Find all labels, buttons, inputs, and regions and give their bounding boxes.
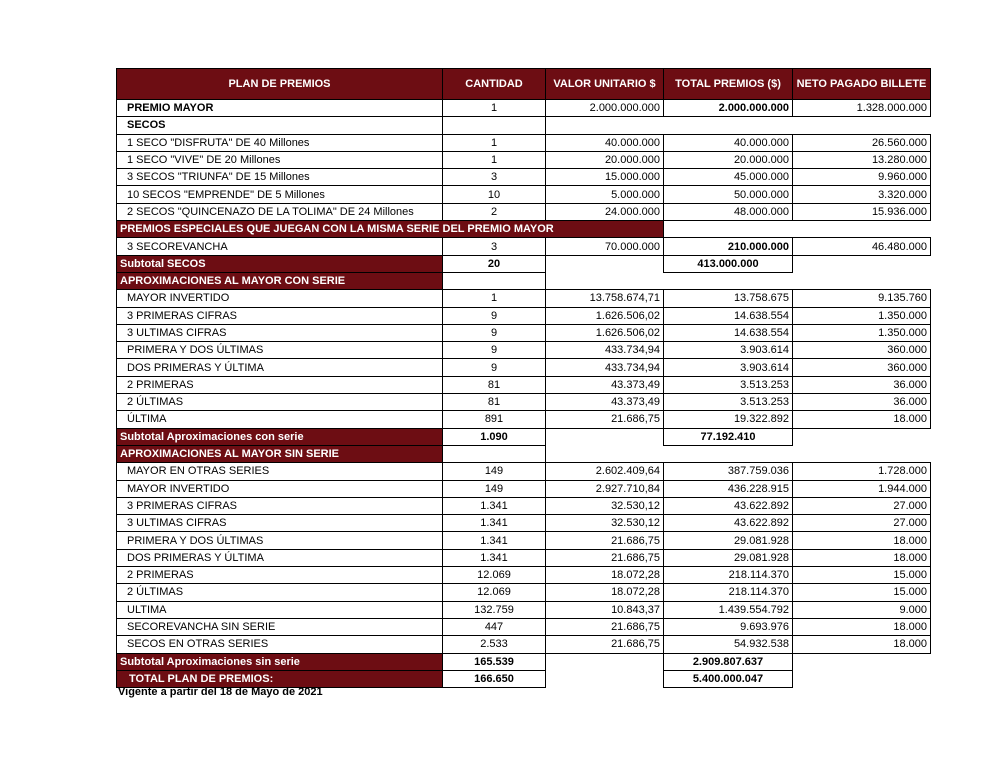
prize-label: 1 SECO "DISFRUTA" DE 40 Millones [117, 134, 443, 151]
section-title: SECOS [117, 117, 443, 134]
neto-pagado-cell: 18.000 [793, 636, 931, 653]
header-valor-unitario: VALOR UNITARIO $ [546, 69, 664, 100]
prize-label: ÚLTIMA [117, 411, 443, 428]
subtotal-label: Subtotal SECOS [117, 255, 443, 272]
subtotal-label: Subtotal Aproximaciones con serie [117, 428, 443, 445]
table-row [117, 134, 931, 151]
total-premios-cell: 48.000.000 [664, 203, 793, 220]
cantidad-cell: 891 [443, 411, 546, 428]
prize-label: SECOREVANCHA SIN SERIE [117, 618, 443, 635]
table-row [117, 342, 931, 359]
section-con-serie [117, 272, 931, 289]
table-row [117, 238, 931, 255]
cantidad-cell: 3 [443, 238, 546, 255]
subtotal-label: Subtotal Aproximaciones sin serie [117, 653, 443, 670]
total-premios-cell: 14.638.554 [664, 307, 793, 324]
subtotal-con-serie-row [117, 428, 931, 445]
section-title: APROXIMACIONES AL MAYOR CON SERIE [117, 272, 443, 289]
valor-unitario-cell: 2.927.710,84 [546, 480, 664, 497]
valor-unitario-cell: 21.686,75 [546, 636, 664, 653]
neto-pagado-cell: 18.000 [793, 618, 931, 635]
table-row [117, 584, 931, 601]
empty-cell [443, 272, 546, 289]
header-cantidad: CANTIDAD [443, 69, 546, 100]
prize-label: 3 SECOS "TRIUNFA" DE 15 Millones [117, 169, 443, 186]
section-title: APROXIMACIONES AL MAYOR SIN SERIE [117, 445, 443, 462]
empty-cell [546, 255, 664, 272]
prize-label: PRIMERA Y DOS ÚLTIMAS [117, 532, 443, 549]
prize-label: 2 PRIMERAS [117, 376, 443, 393]
valor-unitario-cell: 433.734,94 [546, 359, 664, 376]
total-premios-cell: 50.000.000 [664, 186, 793, 203]
cantidad-cell: 1 [443, 100, 546, 117]
header-total-premios: TOTAL PREMIOS ($) [664, 69, 793, 100]
prize-label: MAYOR EN OTRAS SERIES [117, 463, 443, 480]
neto-pagado-cell: 15.000 [793, 567, 931, 584]
empty-cell [443, 445, 546, 462]
prize-label: SECOS EN OTRAS SERIES [117, 636, 443, 653]
valor-unitario-cell: 32.530,12 [546, 497, 664, 514]
empty-cell [793, 117, 931, 134]
cantidad-cell: 1.341 [443, 532, 546, 549]
subtotal-sin-serie-row [117, 653, 931, 670]
neto-pagado-cell: 15.000 [793, 584, 931, 601]
cantidad-cell: 1 [443, 151, 546, 168]
cantidad-cell: 81 [443, 376, 546, 393]
empty-cell [793, 221, 931, 238]
subtotal-cantidad: 1.090 [443, 428, 546, 445]
neto-pagado-cell: 1.328.000.000 [793, 100, 931, 117]
total-premios-cell: 2.000.000.000 [664, 100, 793, 117]
table-row [117, 515, 931, 532]
table-row [117, 324, 931, 341]
total-premios-cell: 40.000.000 [664, 134, 793, 151]
neto-pagado-cell: 13.280.000 [793, 151, 931, 168]
neto-pagado-cell: 3.320.000 [793, 186, 931, 203]
table-row [117, 463, 931, 480]
empty-cell [793, 670, 931, 687]
neto-pagado-cell: 360.000 [793, 359, 931, 376]
cantidad-cell: 132.759 [443, 601, 546, 618]
total-premios-cell: 43.622.892 [664, 497, 793, 514]
total-premios-cell: 14.638.554 [664, 324, 793, 341]
valor-unitario-cell: 21.686,75 [546, 411, 664, 428]
valor-unitario-cell: 13.758.674,71 [546, 290, 664, 307]
empty-cell [793, 445, 931, 462]
empty-cell [664, 117, 793, 134]
table-row [117, 186, 931, 203]
table-row [117, 151, 931, 168]
neto-pagado-cell: 18.000 [793, 532, 931, 549]
neto-pagado-cell: 27.000 [793, 515, 931, 532]
neto-pagado-cell: 36.000 [793, 376, 931, 393]
subtotal-label: TOTAL PLAN DE PREMIOS: [117, 670, 443, 687]
subtotal-total: 77.192.410 [664, 428, 793, 445]
table-row [117, 169, 931, 186]
total-plan-row [117, 670, 931, 687]
header-plan: PLAN DE PREMIOS [117, 69, 443, 100]
cantidad-cell: 1.341 [443, 515, 546, 532]
prize-label: 3 ULTIMAS CIFRAS [117, 324, 443, 341]
footnote: Vigente a partir del 18 de Mayo de 2021 [118, 686, 323, 698]
total-premios-cell: 3.903.614 [664, 359, 793, 376]
subtotal-cantidad: 20 [443, 255, 546, 272]
cantidad-cell: 12.069 [443, 567, 546, 584]
valor-unitario-cell: 40.000.000 [546, 134, 664, 151]
neto-pagado-cell: 15.936.000 [793, 203, 931, 220]
total-premios-cell: 13.758.675 [664, 290, 793, 307]
header-neto-pagado: NETO PAGADO BILLETE [793, 69, 931, 100]
table-row [117, 532, 931, 549]
cantidad-cell: 1.341 [443, 497, 546, 514]
section-sin-serie [117, 445, 931, 462]
cantidad-cell: 9 [443, 342, 546, 359]
table-row [117, 567, 931, 584]
total-premios-cell: 218.114.370 [664, 567, 793, 584]
table-row [117, 480, 931, 497]
prize-label: MAYOR INVERTIDO [117, 290, 443, 307]
neto-pagado-cell: 27.000 [793, 497, 931, 514]
valor-unitario-cell: 15.000.000 [546, 169, 664, 186]
total-premios-cell: 29.081.928 [664, 549, 793, 566]
valor-unitario-cell: 21.686,75 [546, 618, 664, 635]
cantidad-cell: 3 [443, 169, 546, 186]
table-header-row [117, 69, 931, 100]
neto-pagado-cell: 1.350.000 [793, 307, 931, 324]
prize-label: 10 SECOS "EMPRENDE" DE 5 Millones [117, 186, 443, 203]
table-row [117, 411, 931, 428]
cantidad-cell: 2.533 [443, 636, 546, 653]
prize-label: 1 SECO "VIVE" DE 20 Millones [117, 151, 443, 168]
table-row [117, 307, 931, 324]
subtotal-secos-row [117, 255, 931, 272]
valor-unitario-cell: 1.626.506,02 [546, 324, 664, 341]
empty-cell [546, 653, 664, 670]
subtotal-cantidad: 165.539 [443, 653, 546, 670]
valor-unitario-cell: 43.373,49 [546, 394, 664, 411]
table-row [117, 601, 931, 618]
neto-pagado-cell: 360.000 [793, 342, 931, 359]
neto-pagado-cell: 9.000 [793, 601, 931, 618]
subtotal-cantidad: 166.650 [443, 670, 546, 687]
table-row [117, 636, 931, 653]
prize-label: DOS PRIMERAS Y ÚLTIMA [117, 359, 443, 376]
prize-plan-table [116, 68, 931, 688]
total-premios-cell: 3.903.614 [664, 342, 793, 359]
cantidad-cell: 9 [443, 359, 546, 376]
valor-unitario-cell: 32.530,12 [546, 515, 664, 532]
total-premios-cell: 3.513.253 [664, 394, 793, 411]
neto-pagado-cell: 1.728.000 [793, 463, 931, 480]
subtotal-total: 413.000.000 [664, 255, 793, 272]
total-premios-cell: 29.081.928 [664, 532, 793, 549]
total-premios-cell: 20.000.000 [664, 151, 793, 168]
prize-label: 2 ÚLTIMAS [117, 394, 443, 411]
prize-label: 2 ÚLTIMAS [117, 584, 443, 601]
empty-cell [443, 117, 546, 134]
subtotal-total: 5.400.000.047 [664, 670, 793, 687]
valor-unitario-cell: 21.686,75 [546, 532, 664, 549]
empty-cell [546, 670, 664, 687]
empty-cell [793, 653, 931, 670]
valor-unitario-cell: 433.734,94 [546, 342, 664, 359]
empty-cell [546, 445, 664, 462]
prize-label: 2 SECOS "QUINCENAZO DE LA TOLIMA" DE 24 Millones [117, 203, 443, 220]
total-premios-cell: 218.114.370 [664, 584, 793, 601]
prize-label: 3 ULTIMAS CIFRAS [117, 515, 443, 532]
neto-pagado-cell: 1.944.000 [793, 480, 931, 497]
table-row [117, 497, 931, 514]
valor-unitario-cell: 1.626.506,02 [546, 307, 664, 324]
total-premios-cell: 9.693.976 [664, 618, 793, 635]
table-row [117, 359, 931, 376]
subtotal-total: 2.909.807.637 [664, 653, 793, 670]
neto-pagado-cell: 9.960.000 [793, 169, 931, 186]
empty-cell [664, 272, 793, 289]
section-especiales [117, 221, 931, 238]
prize-label: 3 SECOREVANCHA [117, 238, 443, 255]
cantidad-cell: 12.069 [443, 584, 546, 601]
prize-label: ULTIMA [117, 601, 443, 618]
table-row [117, 203, 931, 220]
table-row [117, 290, 931, 307]
valor-unitario-cell: 24.000.000 [546, 203, 664, 220]
prize-label: PREMIO MAYOR [117, 100, 443, 117]
empty-cell [793, 272, 931, 289]
table-row [117, 376, 931, 393]
table-row [117, 549, 931, 566]
valor-unitario-cell: 18.072,28 [546, 584, 664, 601]
cantidad-cell: 2 [443, 203, 546, 220]
neto-pagado-cell: 46.480.000 [793, 238, 931, 255]
total-premios-cell: 210.000.000 [664, 238, 793, 255]
valor-unitario-cell: 20.000.000 [546, 151, 664, 168]
total-premios-cell: 436.228.915 [664, 480, 793, 497]
valor-unitario-cell: 2.000.000.000 [546, 100, 664, 117]
section-title: PREMIOS ESPECIALES QUE JUEGAN CON LA MISMA SERIE DEL PREMIO MAYOR [117, 221, 664, 238]
cantidad-cell: 81 [443, 394, 546, 411]
cantidad-cell: 447 [443, 618, 546, 635]
table-row [117, 618, 931, 635]
valor-unitario-cell: 70.000.000 [546, 238, 664, 255]
cantidad-cell: 9 [443, 324, 546, 341]
prize-label: MAYOR INVERTIDO [117, 480, 443, 497]
empty-cell [664, 221, 793, 238]
valor-unitario-cell: 5.000.000 [546, 186, 664, 203]
prize-label: 2 PRIMERAS [117, 567, 443, 584]
table-row [117, 100, 931, 117]
neto-pagado-cell: 9.135.760 [793, 290, 931, 307]
prize-label: DOS PRIMERAS Y ÚLTIMA [117, 549, 443, 566]
neto-pagado-cell: 18.000 [793, 549, 931, 566]
prize-label: 3 PRIMERAS CIFRAS [117, 307, 443, 324]
neto-pagado-cell: 26.560.000 [793, 134, 931, 151]
total-premios-cell: 43.622.892 [664, 515, 793, 532]
cantidad-cell: 1.341 [443, 549, 546, 566]
empty-cell [793, 255, 931, 272]
valor-unitario-cell: 43.373,49 [546, 376, 664, 393]
section-secos [117, 117, 931, 134]
neto-pagado-cell: 18.000 [793, 411, 931, 428]
valor-unitario-cell: 21.686,75 [546, 549, 664, 566]
cantidad-cell: 1 [443, 290, 546, 307]
empty-cell [664, 445, 793, 462]
total-premios-cell: 387.759.036 [664, 463, 793, 480]
cantidad-cell: 149 [443, 480, 546, 497]
cantidad-cell: 1 [443, 134, 546, 151]
empty-cell [546, 428, 664, 445]
total-premios-cell: 1.439.554.792 [664, 601, 793, 618]
cantidad-cell: 149 [443, 463, 546, 480]
cantidad-cell: 10 [443, 186, 546, 203]
valor-unitario-cell: 10.843,37 [546, 601, 664, 618]
prize-label: PRIMERA Y DOS ÚLTIMAS [117, 342, 443, 359]
total-premios-cell: 54.932.538 [664, 636, 793, 653]
neto-pagado-cell: 1.350.000 [793, 324, 931, 341]
total-premios-cell: 19.322.892 [664, 411, 793, 428]
empty-cell [546, 272, 664, 289]
prize-plan-sheet [116, 68, 930, 688]
cantidad-cell: 9 [443, 307, 546, 324]
neto-pagado-cell: 36.000 [793, 394, 931, 411]
valor-unitario-cell: 2.602.409,64 [546, 463, 664, 480]
prize-label: 3 PRIMERAS CIFRAS [117, 497, 443, 514]
empty-cell [546, 117, 664, 134]
empty-cell [793, 428, 931, 445]
total-premios-cell: 3.513.253 [664, 376, 793, 393]
valor-unitario-cell: 18.072,28 [546, 567, 664, 584]
table-row [117, 394, 931, 411]
total-premios-cell: 45.000.000 [664, 169, 793, 186]
